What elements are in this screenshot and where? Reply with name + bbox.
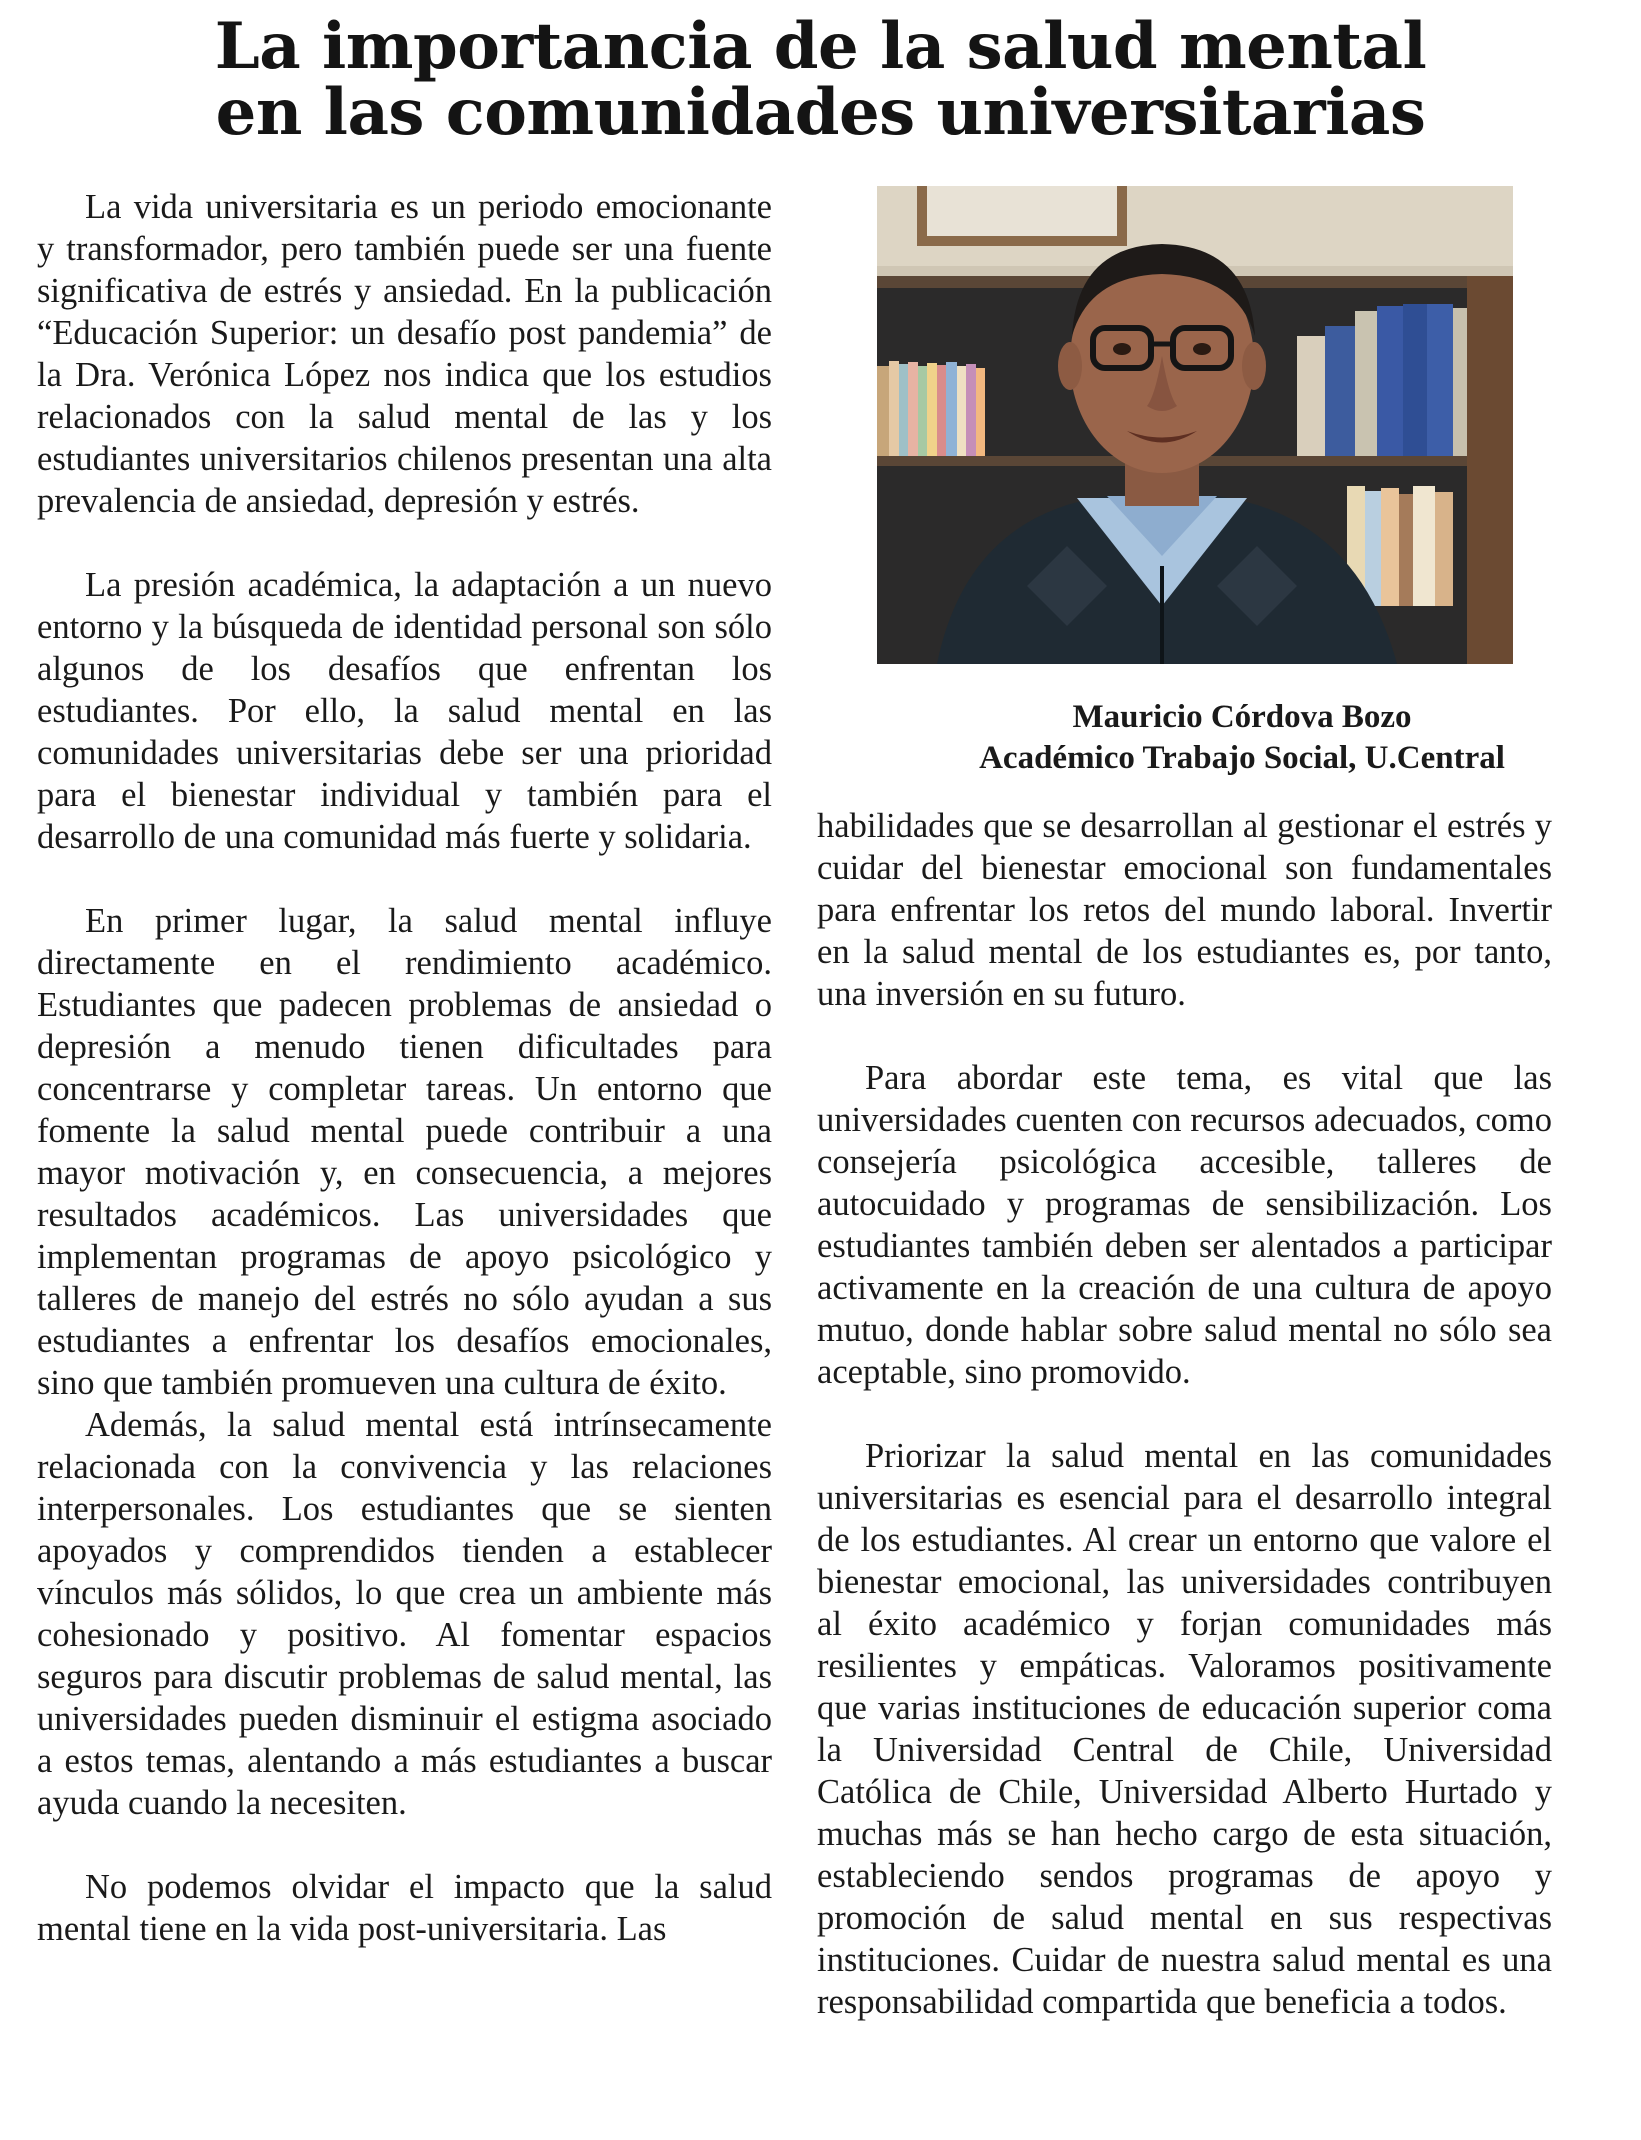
- paragraph: En primer lugar, la salud mental influye directamente en el rendimiento académico. Estudiantes que padecen problemas de ansiedad o depresión a menudo tienen dificultades para concentrarse y completar tareas. Un entorno que fomente la salud mental puede contribuir a una mayor motivación y, en consecuencia, a mejores resultados académicos. Las universidades que implementan programas de apoyo psicológico y talleres de manejo del estrés no sólo ayudan a sus estudiantes a enfrentar los desafíos emocionales, sino que también promueven una cultura de éxito.: [37, 902, 772, 1402]
- author-role: Académico Trabajo Social, U.Central: [979, 740, 1505, 776]
- author-photo: [877, 186, 1513, 664]
- author-name: Mauricio Córdova Bozo: [1072, 699, 1412, 735]
- paragraph: Para abordar este tema, es vital que las universidades cuenten con recursos adecuados, como consejería psicológica accesible, talleres de autocuidado y programas de sensibilización. Los estudiantes también deben ser alentados a participar activamente en la creación de una cultura de apoyo mutuo, donde hablar sobre salud mental no sólo sea aceptable, sino promovido.: [817, 1059, 1552, 1391]
- paragraph: La vida universitaria es un periodo emocionante y transformador, pero también puede ser una fuente significativa de estrés y ansiedad. En la publicación “Educación Superior: un desafío post pandemia” de la Dra. Verónica López nos indica que los estudios relacionados con la salud mental de las y los estudiantes universitarios chilenos presentan una alta prevalencia de ansiedad, depresión y estrés.: [37, 188, 772, 520]
- paragraph: Priorizar la salud mental en las comunidades universitarias es esencial para el desarrollo integral de los estudiantes. Al crear un entorno que valore el bienestar emocional, las universidades contribuyen al éxito académico y forjan comunidades más resilientes y empáticas. Valoramos positivamente que varias instituciones de educación superior coma la Universidad Central de Chile, Universidad Católica de Chile, Universidad Alberto Hurtado y muchas más se han hecho cargo de esta situación, estableciendo sendos programas de apoyo y promoción de salud mental en sus respectivas instituciones. Cuidar de nuestra salud mental es una responsabilidad compartida que beneficia a todos.: [817, 1437, 1552, 2021]
- left-column: [37, 186, 772, 1950]
- article-title: [0, 9, 1641, 150]
- photo-caption: [877, 697, 1607, 779]
- paragraph: La presión académica, la adaptación a un nuevo entorno y la búsqueda de identidad personal son sólo algunos de los desafíos que enfrentan los estudiantes. Por ello, la salud mental en las comunidades universitarias debe ser una prioridad para el bienestar individual y también para el desarrollo de una comunidad más fuerte y solidaria.: [37, 566, 772, 856]
- paragraph: habilidades que se desarrollan al gestionar el estrés y cuidar del bienestar emocional son fundamentales para enfrentar los retos del mundo laboral. Invertir en la salud mental de los estudiantes es, por tanto, una inversión en su futuro.: [817, 807, 1552, 1013]
- title-line-1: La importancia de la salud mental: [214, 9, 1427, 84]
- right-column: [817, 805, 1552, 2023]
- paragraph: Además, la salud mental está intrínsecamente relacionada con la convivencia y las relaciones interpersonales. Los estudiantes que se sienten apoyados y comprendidos tienden a establecer vínculos más sólidos, lo que crea un ambiente más cohesionado y positivo. Al fomentar espacios seguros para discutir problemas de salud mental, las universidades pueden disminuir el estigma asociado a estos temas, alentando a más estudiantes a buscar ayuda cuando la necesiten.: [37, 1406, 772, 1822]
- title-line-2: en las comunidades universitarias: [215, 75, 1426, 150]
- paragraph: No podemos olvidar el impacto que la salud mental tiene en la vida post-universitaria. Las: [37, 1868, 772, 1948]
